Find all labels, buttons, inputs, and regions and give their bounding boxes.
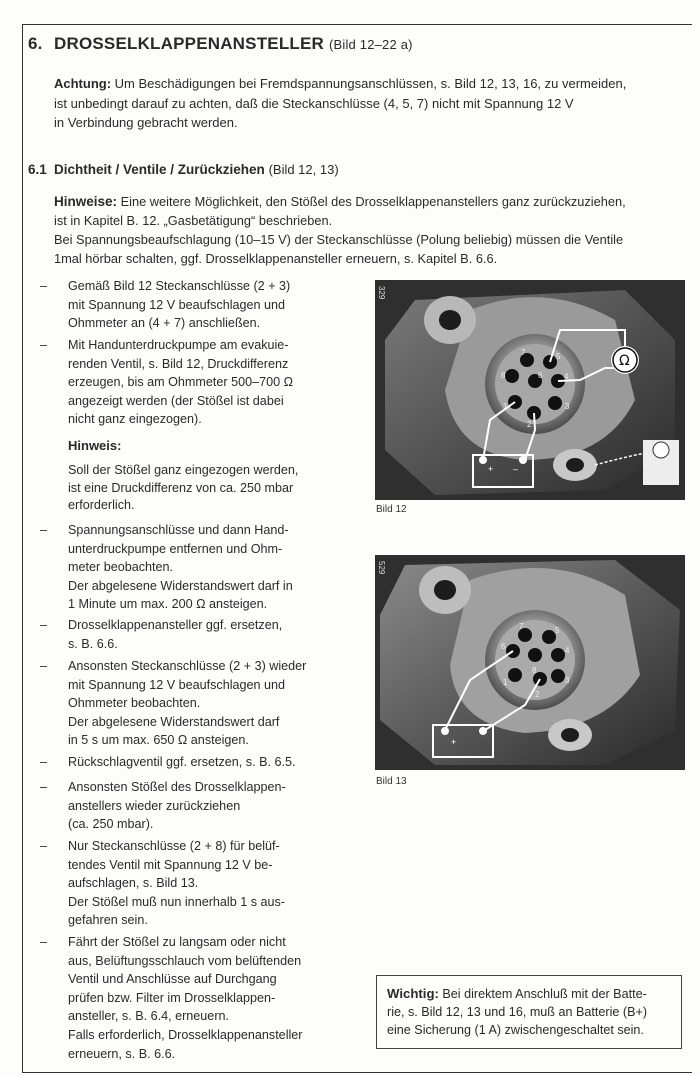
battery-plus: + [488, 464, 494, 474]
fig13-pin-label: 6 [501, 642, 506, 651]
step-7-line-1: Ansonsten Stößel des Drosselklappen- [68, 780, 286, 794]
figure-12-caption: Bild 12 [376, 504, 407, 515]
chapter-heading [28, 34, 413, 54]
hinweis-label: Hinweis: [68, 438, 122, 453]
step-9-line-7: erneuern, s. B. 6.6. [68, 1046, 176, 1061]
step-4-line-1: Drosselklappenansteller ggf. ersetzen, [68, 618, 283, 632]
step-7-line-2: anstellers wieder zurückziehen [68, 798, 241, 813]
achtung-label: Achtung: [54, 76, 112, 91]
battery-minus: – [513, 464, 519, 474]
chapter-number: 6. [28, 34, 43, 53]
step-8-line-3: aufschlagen, s. Bild 13. [68, 876, 199, 891]
section-figure-ref: (Bild 12, 13) [268, 162, 339, 177]
fig12-pin-label: 4 [564, 372, 569, 381]
fig12-pin-label: 5 [556, 352, 561, 361]
step-2 [40, 336, 330, 429]
hinweise-line-3: Bei Spannungsbeaufschlagung (10–15 V) der Steckanschlüsse (Polung beliebig) müssen die Ventile [54, 232, 624, 247]
step-dash: – [40, 338, 48, 352]
hinweis-line-1: Soll der Stößel ganz eingezogen werden, [68, 463, 299, 477]
chapter-title: DROSSELKLAPPENANSTELLER [54, 34, 325, 53]
wichtig-line-2: rie, s. Bild 12, 13 und 16, muß an Batterie (B+) [387, 1005, 648, 1019]
step-5-line-5: in 5 s um max. 650 Ω ansteigen. [68, 733, 249, 748]
step-dash: – [40, 279, 48, 293]
step-1 [40, 277, 330, 333]
fig12-pin-label: 8 [501, 371, 506, 380]
step-4 [40, 616, 330, 653]
achtung-line-1: Um Beschädigungen bei Fremdspannungsanschlüssen, s. Bild 12, 13, 16, zu vermeiden, [114, 76, 627, 91]
figure-13-photo [375, 555, 685, 770]
wichtig-label: Wichtig: [387, 986, 439, 1001]
step-3-line-2: unterdruckpumpe entfernen und Ohm- [68, 541, 283, 556]
section-number: 6.1 [28, 162, 47, 177]
step-3-line-4: Der abgelesene Widerstandswert darf in [68, 578, 293, 593]
wichtig-line-3: eine Sicherung (1 A) zwischengeschaltet sein. [387, 1023, 644, 1037]
step-3-line-5: 1 Minute um max. 200 Ω ansteigen. [68, 597, 268, 612]
fig13-pin-label: 1 [503, 678, 508, 687]
step-dash: – [40, 755, 48, 769]
hinweise-paragraph [54, 192, 694, 268]
hinweis-line-2: ist eine Druckdifferenz von ca. 250 mbar [68, 480, 294, 495]
step-8-line-2: tendes Ventil mit Spannung 12 V be- [68, 857, 273, 872]
step-2-line-1: Mit Handunterdruckpumpe am evakuie- [68, 338, 289, 352]
hinweise-line-2: ist in Kapitel B. 12. „Gasbetätigung“ beschrieben. [54, 213, 333, 228]
step-8 [40, 837, 330, 930]
fig13-pin-label: 4 [565, 646, 570, 655]
section-title: Dichtheit / Ventile / Zurückziehen [54, 162, 265, 177]
step-dash: – [40, 618, 48, 632]
step-8-line-4: Der Stößel muß nun innerhalb 1 s aus- [68, 894, 285, 909]
page-frame-top [22, 24, 692, 25]
step-9-line-2: aus, Belüftungsschlauch vom belüftenden [68, 953, 302, 968]
step-dash: – [40, 523, 48, 537]
step-7-line-3: (ca. 250 mbar). [68, 817, 154, 832]
hinweis-text [68, 462, 338, 515]
figure-12-illustration [375, 280, 685, 500]
step-6 [40, 753, 330, 772]
step-8-line-1: Nur Steckanschlüsse (2 + 8) für belüf- [68, 839, 280, 853]
hinweise-line-4: 1mal hörbar schalten, ggf. Drosselklappenansteller erneuern, s. Kapitel B. 6.6. [54, 251, 498, 266]
step-7 [40, 778, 330, 834]
fig13-pin-label: 5 [555, 626, 560, 635]
step-5-line-1: Ansonsten Steckanschlüsse (2 + 3) wieder [68, 659, 307, 673]
fig12-pin-label: 7 [521, 348, 526, 357]
step-dash: – [40, 780, 48, 794]
step-2-line-4: angezeigt werden (der Stößel ist dabei [68, 393, 284, 408]
step-9-line-1: Fährt der Stößel zu langsam oder nicht [68, 935, 286, 949]
achtung-paragraph [54, 74, 674, 133]
hinweise-line-1: Eine weitere Möglichkeit, den Stößel des Drosselklappenanstellers ganz zurückzuziehen, [120, 194, 626, 209]
figure-13-illustration [375, 555, 685, 770]
step-9-line-4: prüfen bzw. Filter im Drosselklappen- [68, 990, 276, 1005]
wichtig-line-1: Bei direktem Anschluß mit der Batte- [442, 987, 647, 1001]
step-5-line-3: Ohmmeter beobachten. [68, 696, 201, 711]
hinweis-line-3: erforderlich. [68, 498, 135, 513]
fig12-pin-label: 1 [503, 402, 508, 411]
fig13-pin-label: 2 [535, 690, 540, 699]
step-1-line-3: Ohmmeter an (4 + 7) anschließen. [68, 316, 261, 331]
step-4-line-2: s. B. 6.6. [68, 636, 118, 651]
wichtig-box [376, 975, 682, 1049]
page-frame-left [22, 24, 23, 1072]
step-3 [40, 521, 330, 614]
fig13-code: 529 [377, 561, 386, 575]
step-8-line-5: gefahren sein. [68, 913, 148, 928]
step-9 [40, 933, 330, 1063]
step-2-line-3: erzeugen, bis am Ohmmeter 500–700 Ω [68, 375, 294, 390]
ohmmeter-symbol: Ω [619, 353, 630, 369]
figure-12-photo [375, 280, 685, 500]
step-5-line-2: mit Spannung 12 V beaufschlagen und [68, 677, 286, 692]
fig13-pin-label: 3 [565, 676, 570, 685]
fig12-pin-label: 6 [538, 371, 543, 380]
step-1-line-1: Gemäß Bild 12 Steckanschlüsse (2 + 3) [68, 279, 291, 293]
step-9-line-3: Ventil und Anschlüsse auf Durchgang [68, 972, 277, 987]
step-2-line-2: renden Ventil, s. Bild 12, Druckdifferenz [68, 356, 289, 371]
fig12-code: 329 [377, 286, 386, 300]
step-9-line-5: ansteller, s. B. 6.4, erneuern. [68, 1009, 230, 1024]
step-1-line-2: mit Spannung 12 V beaufschlagen und [68, 297, 286, 312]
step-5-line-4: Der abgelesene Widerstandswert darf [68, 714, 280, 729]
chapter-figure-ref: (Bild 12–22 a) [328, 37, 413, 52]
hinweise-label: Hinweise: [54, 194, 118, 209]
step-9-line-6: Falls erforderlich, Drosselklappenansteller [68, 1027, 303, 1042]
achtung-line-3: in Verbindung gebracht werden. [54, 115, 238, 130]
step-dash: – [40, 659, 48, 673]
step-3-line-3: meter beobachten. [68, 560, 174, 575]
step-5 [40, 657, 330, 750]
figure-13-caption: Bild 13 [376, 776, 407, 787]
section-heading [28, 162, 339, 177]
achtung-line-2: ist unbedingt darauf zu achten, daß die Steckanschlüsse (4, 5, 7) nicht mit Spannung 12 V [54, 95, 574, 111]
page-frame-bottom [22, 1072, 692, 1073]
fig13-pin-label: 7 [519, 622, 524, 631]
fig12-pin-label: 2 [527, 420, 532, 429]
battery-plus: + [451, 737, 457, 747]
step-3-line-1: Spannungsanschlüsse und dann Hand- [68, 523, 289, 537]
step-dash: – [40, 839, 48, 853]
step-2-line-5: nicht ganz eingezogen). [68, 412, 202, 427]
fig13-pin-label: 8 [532, 666, 537, 675]
step-6-line-1: Rückschlagventil ggf. ersetzen, s. B. 6.5. [68, 755, 296, 769]
step-dash: – [40, 935, 48, 949]
fig12-pin-label: 3 [565, 402, 570, 411]
